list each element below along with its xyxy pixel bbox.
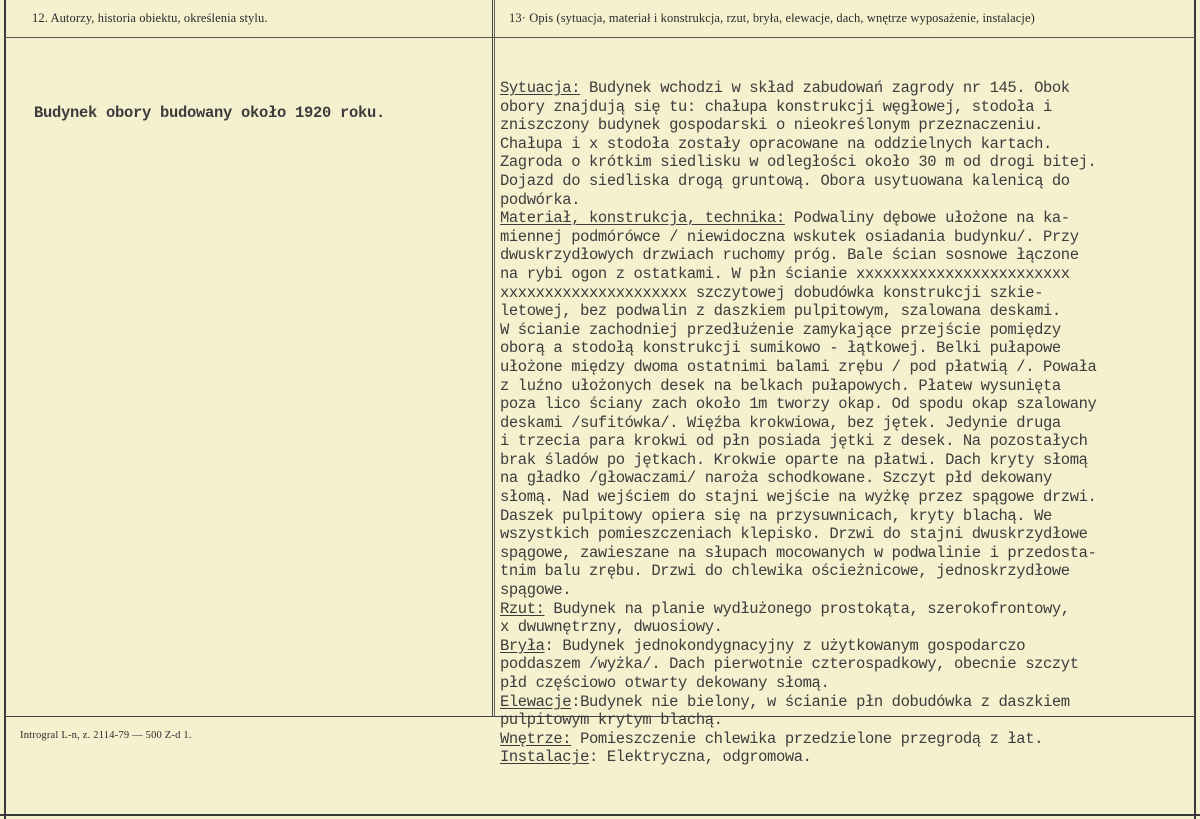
description-line — [500, 674, 1190, 693]
line-text: Pomieszczenie chlewika przedzielone przegrodą z łat. — [571, 729, 1043, 748]
description-line — [500, 98, 1190, 117]
description-line — [500, 581, 1190, 600]
description-line — [500, 135, 1190, 154]
description-line — [500, 265, 1190, 284]
line-text: Chałupa i x stodoła zostały opracowane na oddzielnych kartach. — [500, 134, 1052, 153]
line-text: obory znajdują się tu: chałupa konstrukcji węgłowej, stodoła i — [500, 97, 1052, 116]
line-text: ułożone między dwoma ostatnimi balami zrębu / pod płatwią /. Powała — [500, 357, 1097, 376]
line-text: letowej, bez podwalin z daszkiem pulpitowym, szalowana deskami. — [500, 302, 1061, 321]
line-text: xxxxxxxxxxxxxxxxxxxxx szczytowej dobudówka konstrukcji szkie- — [500, 283, 1043, 302]
line-text: i trzecia para krokwi od płn posiada jętki z desek. Na pozostałych — [500, 432, 1088, 451]
description-text — [500, 79, 1190, 767]
left-border — [4, 0, 6, 819]
bottom-border — [0, 814, 1200, 816]
description-line — [500, 79, 1190, 98]
right-border — [1194, 0, 1196, 819]
description-line — [500, 191, 1190, 210]
line-text: na rybi ogon z ostatkami. W płn ścianie xxxxxxxxxxxxxxxxxxxxxxxx — [500, 264, 1070, 283]
description-line — [500, 228, 1190, 247]
line-text: spągowe, zawieszane na słupach mocowanych w podwalinie i przedosta- — [500, 543, 1097, 562]
history-text: Budynek obory budowany około 1920 roku. — [34, 104, 386, 122]
line-text: : Elektryczna, odgromowa. — [589, 748, 812, 767]
description-line — [500, 153, 1190, 172]
line-text: na gładko /głowaczami/ naroża schodkowane. Szczyt płd dekowany — [500, 469, 1052, 488]
description-line — [500, 339, 1190, 358]
description-line — [500, 451, 1190, 470]
line-text: pulpitowym krytym blachą. — [500, 711, 723, 730]
line-text: płd częściowo otwarty dekowany słomą. — [500, 674, 830, 692]
description-line — [500, 748, 1190, 767]
line-text: dwuskrzydłowych drzwiach ruchomy próg. Bale ścian sosnowe łączone — [500, 246, 1079, 265]
line-text: poza lico ściany zach około 1m tworzy okap. Od spodu okap szalowany — [500, 395, 1097, 414]
description-line — [500, 655, 1190, 674]
description-line — [500, 600, 1190, 619]
line-text: Budynek wchodzi w skład zabudowań zagrody nr 145. Obok — [580, 79, 1070, 97]
description-line — [500, 693, 1190, 712]
column-divider — [492, 0, 493, 717]
line-text: spągowe. — [500, 581, 572, 600]
line-text: Podwaliny dębowe ułożone na ka- — [784, 209, 1070, 228]
description-line — [500, 284, 1190, 303]
description-line — [500, 525, 1190, 544]
description-line — [500, 377, 1190, 396]
description-line — [500, 562, 1190, 581]
header-divider — [4, 37, 1196, 38]
section-12-header: 12. Autorzy, historia obiektu, określenia stylu. — [32, 11, 268, 25]
description-line — [500, 116, 1190, 135]
line-text: Dojazd do siedliska drogą gruntową. Obora usytuowana kalenicą do — [500, 171, 1070, 190]
line-text: tnim balu zrębu. Drzwi do chlewika ościeżnicowe, jednoskrzydłowe — [500, 562, 1070, 581]
description-line — [500, 469, 1190, 488]
section-13-header: 13· Opis (sytuacja, materiał i konstrukcja, rzut, bryła, elewacje, dach, wnętrze wyposażenie, instalacje) — [509, 11, 1035, 25]
section-label: Sytuacja: — [500, 79, 581, 97]
line-text: wszystkich pomieszczeniach klepisko. Drzwi do stajni dwuskrzydłowe — [500, 525, 1088, 544]
line-text: miennej podmórówce / niewidoczna wskutek osiadania budynku/. Przy — [500, 227, 1079, 246]
line-text: deskami /sufitówka/. Więźba krokwiowa, bez jętek. Jedynie druga — [500, 413, 1061, 432]
line-text: zniszczony budynek gospodarski o nieokreślonym przeznaczeniu. — [500, 116, 1043, 135]
line-text: Zagroda o krótkim siedlisku w odległości około 30 m od drogi bitej. — [500, 153, 1097, 172]
line-text: oborą a stodołą konstrukcji sumikowo - łątkowej. Belki pułapowe — [500, 339, 1061, 358]
description-line — [500, 414, 1190, 433]
description-line — [500, 637, 1190, 656]
line-text: brak śladów po jętkach. Krokwie oparte na płatwi. Dach kryty słomą — [500, 450, 1088, 469]
description-line — [500, 618, 1190, 637]
description-line — [500, 172, 1190, 191]
section-label: Rzut: — [500, 599, 545, 618]
line-text: Daszek pulpitowy opiera się na przysuwnicach, kryty blachą. We — [500, 506, 1052, 525]
line-text: :Budynek nie bielony, w ścianie płn dobudówka z daszkiem — [571, 692, 1070, 711]
description-line — [500, 395, 1190, 414]
line-text: poddaszem /wyżka/. Dach pierwotnie czterospadkowy, obecnie szczyt — [500, 655, 1079, 674]
section-label: Instalacje — [500, 748, 590, 767]
line-text: Budynek na planie wydłużonego prostokąta, szerokofrontowy, — [544, 599, 1070, 618]
section-label: Elewacje — [500, 692, 572, 711]
description-line — [500, 488, 1190, 507]
line-text: podwórka. — [500, 190, 581, 209]
description-line — [500, 302, 1190, 321]
column-divider-inner — [494, 0, 495, 717]
description-line — [500, 507, 1190, 526]
description-line — [500, 432, 1190, 451]
description-line — [500, 358, 1190, 377]
description-line — [500, 730, 1190, 749]
section-label: Bryła — [500, 636, 545, 655]
description-line — [500, 544, 1190, 563]
line-text: x dwuwnętrzny, dwuosiowy. — [500, 618, 723, 637]
description-line — [500, 711, 1190, 730]
description-line — [500, 246, 1190, 265]
description-line — [500, 321, 1190, 340]
section-label: Wnętrze: — [500, 729, 572, 748]
line-text: z luźno ułożonych desek na belkach pułapowych. Płatew wysunięta — [500, 376, 1061, 395]
line-text: : Budynek jednokondygnacyjny z użytkowanym gospodarczo — [544, 636, 1026, 655]
section-label: Materiał, konstrukcja, technika: — [500, 209, 785, 228]
line-text: słomą. Nad wejściem do stajni wejście na wyżkę przez spągowe drzwi. — [500, 488, 1097, 507]
description-line — [500, 209, 1190, 228]
line-text: W ścianie zachodniej przedłużenie zamykające przejście pomiędzy — [500, 320, 1061, 339]
printer-imprint: Introgral L-n, z. 2114-79 — 500 Z-d 1. — [20, 730, 192, 741]
